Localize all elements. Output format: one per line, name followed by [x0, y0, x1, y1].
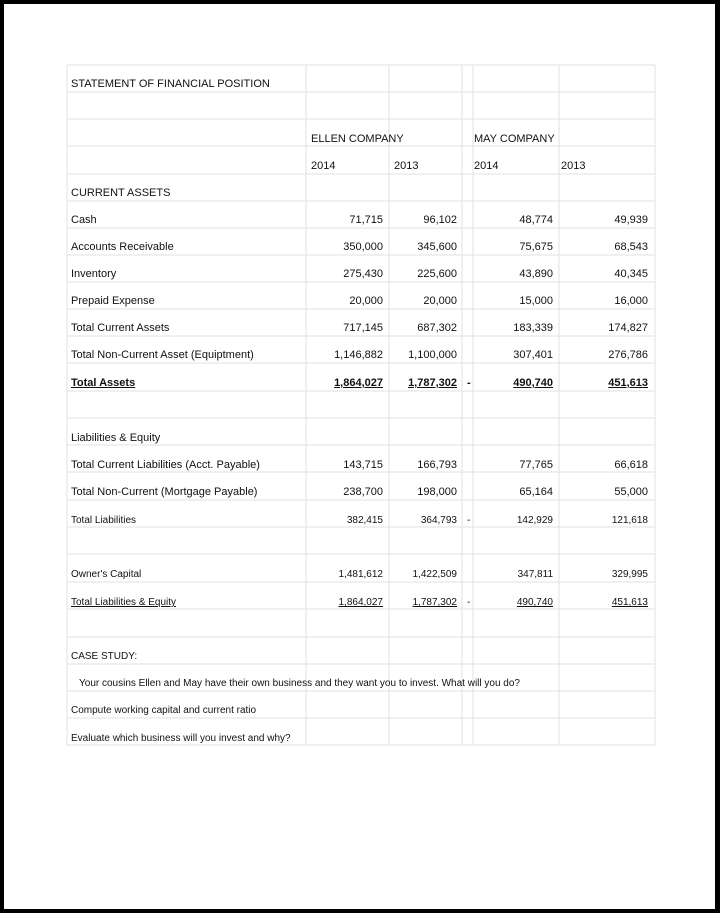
- may-2013-value: 121,618: [611, 515, 648, 526]
- may-2014-value: 307,401: [513, 349, 553, 361]
- row-label: Cash: [71, 214, 97, 226]
- ellen-year-2014: 2014: [311, 160, 336, 172]
- may-year-2013: 2013: [561, 160, 586, 172]
- may-2014-value: 77,765: [519, 459, 553, 471]
- ellen-2014-value: 382,415: [346, 515, 383, 526]
- ellen-2013-value: 225,600: [417, 268, 457, 280]
- ellen-2013-value: 345,600: [417, 241, 457, 253]
- ellen-2013-value: 1,787,302: [412, 597, 457, 608]
- may-2013-value: 174,827: [608, 322, 648, 334]
- may-2013-value: 329,995: [611, 569, 648, 580]
- row-label: Prepaid Expense: [71, 295, 155, 307]
- case-study-task-2: Evaluate which business will you invest and why?: [71, 733, 291, 744]
- row-label: Total Non-Current Asset (Equiptment): [71, 349, 254, 361]
- may-2013-value: 276,786: [608, 349, 648, 361]
- may-2013-value: 451,613: [611, 597, 648, 608]
- row-label: Total Current Liabilities (Acct. Payable): [71, 459, 260, 471]
- case-study-heading: CASE STUDY:: [71, 651, 138, 662]
- row-label: Owner's Capital: [71, 569, 142, 580]
- ellen-2014-value: 1,864,027: [334, 377, 383, 389]
- ellen-2014-value: 71,715: [349, 214, 383, 226]
- ellen-2013-value: 1,422,509: [412, 569, 457, 580]
- may-2013-value: 49,939: [614, 214, 648, 226]
- may-2014-value: 347,811: [517, 569, 553, 580]
- may-2013-value: 451,613: [608, 377, 648, 389]
- may-2014-value: 183,339: [513, 322, 553, 334]
- may-2014-value: 43,890: [519, 268, 553, 280]
- ellen-2014-value: 350,000: [343, 241, 383, 253]
- ellen-2013-value: 96,102: [423, 214, 457, 226]
- row-label: Total Current Assets: [71, 322, 170, 334]
- row-label: Accounts Receivable: [71, 241, 174, 253]
- ellen-year-2013: 2013: [394, 160, 419, 172]
- may-2013-value: 66,618: [614, 459, 648, 471]
- may-2014-value: 490,740: [516, 597, 553, 608]
- ellen-2014-value: 238,700: [343, 486, 383, 498]
- may-2014-value: 65,164: [519, 486, 553, 498]
- section-liabilities-equity: Liabilities & Equity: [71, 432, 161, 444]
- ellen-2014-value: 20,000: [349, 295, 383, 307]
- ellen-2013-value: 1,787,302: [408, 377, 457, 389]
- ellen-2014-value: 275,430: [343, 268, 383, 280]
- spreadsheet-page: [4, 4, 715, 909]
- may-2013-value: 40,345: [614, 268, 648, 280]
- case-study-task-1: Compute working capital and current ratio: [71, 705, 257, 716]
- dash-marker: -: [467, 597, 471, 608]
- ellen-2013-value: 20,000: [423, 295, 457, 307]
- ellen-2014-value: 717,145: [343, 322, 383, 334]
- ellen-2014-value: 1,146,882: [334, 349, 383, 361]
- ellen-2014-value: 143,715: [343, 459, 383, 471]
- may-company-header: MAY COMPANY: [474, 133, 555, 145]
- may-2014-value: 490,740: [513, 377, 553, 389]
- ellen-2013-value: 198,000: [417, 486, 457, 498]
- ellen-company-header: ELLEN COMPANY: [311, 133, 404, 145]
- may-2014-value: 15,000: [519, 295, 553, 307]
- may-year-2014: 2014: [474, 160, 499, 172]
- ellen-2014-value: 1,864,027: [338, 597, 383, 608]
- row-label: Total Non-Current (Mortgage Payable): [71, 486, 258, 498]
- row-label: Total Assets: [71, 377, 136, 389]
- ellen-2013-value: 687,302: [417, 322, 457, 334]
- dash-marker: -: [467, 377, 471, 389]
- section-current-assets: CURRENT ASSETS: [71, 187, 171, 199]
- ellen-2013-value: 364,793: [420, 515, 457, 526]
- row-label: Inventory: [71, 268, 117, 280]
- row-label: Total Liabilities & Equity: [71, 597, 177, 608]
- ellen-2013-value: 166,793: [417, 459, 457, 471]
- may-2013-value: 16,000: [614, 295, 648, 307]
- may-2013-value: 55,000: [614, 486, 648, 498]
- may-2014-value: 142,929: [516, 515, 553, 526]
- dash-marker: -: [467, 515, 471, 526]
- row-label: Total Liabilities: [71, 515, 137, 526]
- case-study-intro: Your cousins Ellen and May have their own business and they want you to invest. What will you do?: [79, 678, 520, 689]
- may-2013-value: 68,543: [614, 241, 648, 253]
- ellen-2014-value: 1,481,612: [338, 569, 383, 580]
- page-title: STATEMENT OF FINANCIAL POSITION: [71, 78, 270, 90]
- ellen-2013-value: 1,100,000: [408, 349, 457, 361]
- may-2014-value: 75,675: [519, 241, 553, 253]
- may-2014-value: 48,774: [519, 214, 553, 226]
